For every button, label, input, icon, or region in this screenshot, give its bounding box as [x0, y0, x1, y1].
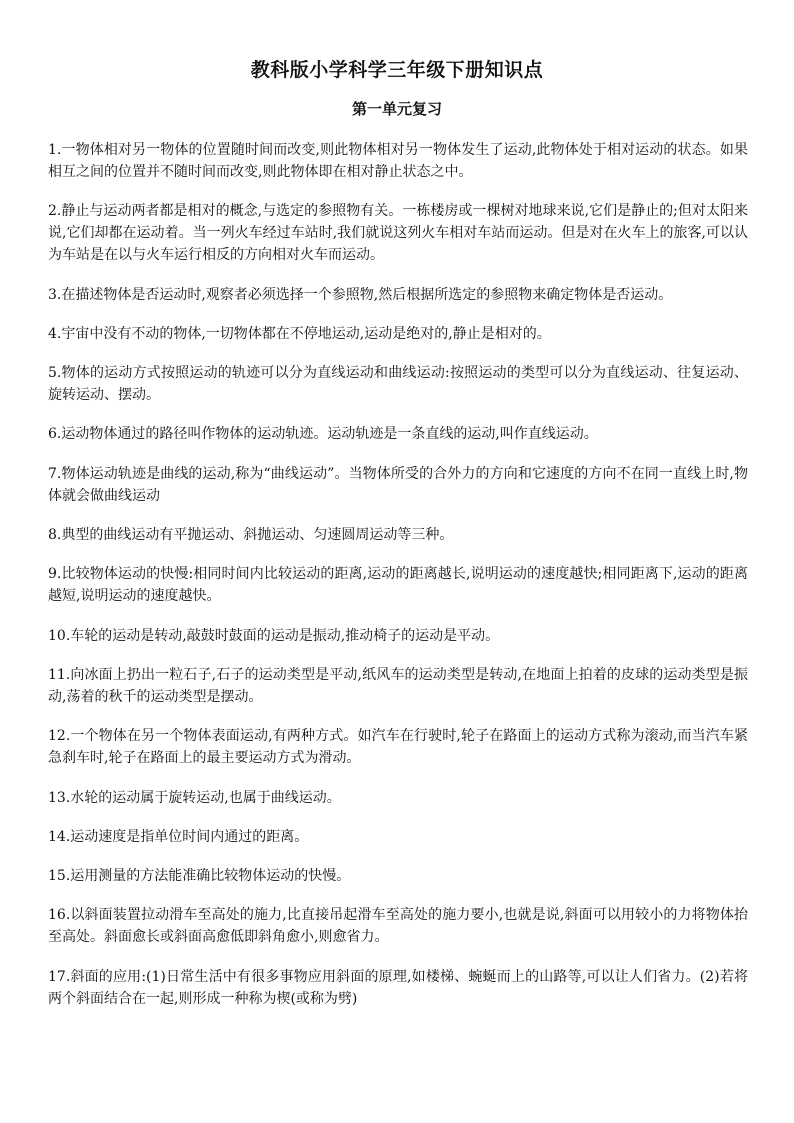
knowledge-point-9: 9.比较物体运动的快慢:相同时间内比较运动的距离,运动的距离越长,说明运动的速度越快;相同距离下,运动的距离越短,说明运动的速度越快。 [48, 566, 748, 605]
knowledge-point-1: 1.一物体相对另一物体的位置随时间而改变,则此物体相对另一物体发生了运动,此物体处于相对运动的状态。如果相互之间的位置并不随时间而改变,则此物体即在相对静止状态之中。 [48, 142, 748, 180]
knowledge-point-15: 15.运用测量的方法能准确比较物体运动的快慢。 [48, 868, 351, 885]
knowledge-point-16: 16.以斜面装置拉动滑车至高处的施力,比直接吊起滑车至高处的施力要小,也就是说,斜面可以用较小的力将物体抬至高处。斜面愈长或斜面高愈低即斜角愈小,则愈省力。 [48, 907, 748, 946]
knowledge-point-14: 14.运动速度是指单位时间内通过的距离。 [48, 828, 309, 845]
document-title: 教科版小学科学三年级下册知识点 [250, 59, 544, 81]
knowledge-point-7: 7.物体运动轨迹是曲线的运动,称为“曲线运动”。当物体所受的合外力的方向和它速度的方向不在同一直线上时,物体就会做曲线运动 [48, 465, 748, 504]
section-title: 第一单元复习 [351, 100, 442, 118]
knowledge-point-17: 17.斜面的应用:(1)日常生活中有很多事物应用斜面的原理,如楼梯、蜿蜒而上的山路等,可以让人们省力。(2)若将两个斜面结合在一起,则形成一种称为楔(或称为劈) [48, 968, 748, 1007]
knowledge-point-8: 8.典型的曲线运动有平抛运动、斜抛运动、匀速圆周运动等三种。 [48, 527, 454, 544]
knowledge-point-11: 11.向冰面上扔出一粒石子,石子的运动类型是平动,纸风车的运动类型是转动,在地面上拍着的皮球的运动类型是振动,荡着的秋千的运动类型是摆动。 [48, 666, 748, 705]
knowledge-point-5: 5.物体的运动方式按照运动的轨迹可以分为直线运动和曲线运动:按照运动的类型可以分为直线运动、往复运动、旋转运动、摆动。 [48, 365, 748, 404]
knowledge-point-10: 10.车轮的运动是转动,敲鼓时鼓面的运动是振动,推动椅子的运动是平动。 [48, 627, 500, 644]
knowledge-point-3: 3.在描述物体是否运动时,观察者必须选择一个参照物,然后根据所选定的参照物来确定物体是否运动。 [48, 286, 673, 303]
knowledge-point-6: 6.运动物体通过的路径叫作物体的运动轨迹。运动轨迹是一条直线的运动,叫作直线运动。 [48, 426, 598, 443]
knowledge-point-list [48, 139, 748, 1027]
knowledge-point-4: 4.宇宙中没有不动的物体,一切物体都在不停地运动,运动是绝对的,静止是相对的。 [48, 325, 551, 342]
knowledge-point-13: 13.水轮的运动属于旋转运动,也属于曲线运动。 [48, 789, 341, 806]
knowledge-point-2: 2.静止与运动两者都是相对的概念,与选定的参照物有关。一栋楼房或一棵树对地球来说,它们是静止的;但对太阳来说,它们却都在运动着。当一列火车经过车站时,我们就说这列火车相对车站而运动。但是对在火车上的旅客,可以认为车站是在以与火车运行相反的方向相对火车而运动。 [48, 203, 748, 264]
knowledge-point-12: 12.一个物体在另一个物体表面运动,有两种方式。如汽车在行驶时,轮子在路面上的运动方式称为滚动,而当汽车紧急刹车时,轮子在路面上的最主要运动方式为滑动。 [48, 728, 748, 767]
